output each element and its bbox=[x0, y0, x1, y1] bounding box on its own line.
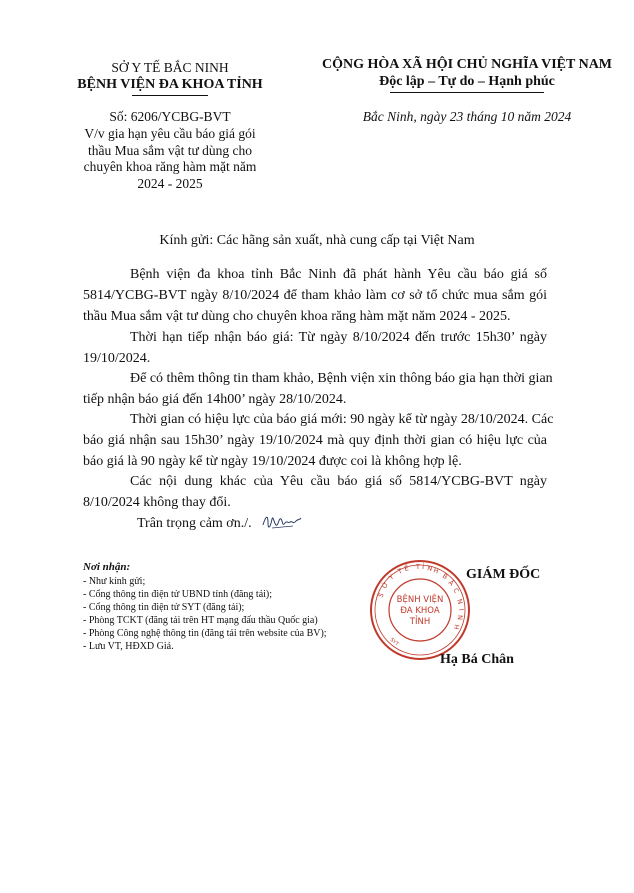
initial-signature bbox=[260, 511, 304, 533]
parent-agency: SỞ Y TẾ BẮC NINH bbox=[111, 60, 229, 75]
hospital-name: BỆNH VIỆN ĐA KHOA TỈNH bbox=[77, 77, 263, 92]
nation-title: CỘNG HÒA XÃ HỘI CHỦ NGHĨA VIỆT NAM bbox=[322, 57, 613, 72]
svg-text:B: B bbox=[440, 571, 449, 582]
recipient-item: - Phòng Công nghệ thông tin (đăng tải trên website của BV); bbox=[83, 628, 327, 639]
svg-text:TỈNH: TỈNH bbox=[409, 617, 431, 627]
svg-text:BỆNH VIỆN: BỆNH VIỆN bbox=[396, 595, 444, 605]
body-line: 8/10/2024 không thay đổi. bbox=[83, 495, 231, 510]
svg-text:I: I bbox=[457, 608, 466, 612]
recipient-item: - Lưu VT, HĐXD Giá. bbox=[83, 641, 174, 652]
recipients-title: Nơi nhận: bbox=[83, 561, 131, 573]
signer-name: Hạ Bá Chân bbox=[440, 652, 514, 667]
recipient-item: - Phòng TCKT (đăng tải trên HT mạng đấu thầu Quốc gia) bbox=[83, 615, 318, 626]
header-underline bbox=[132, 95, 208, 96]
body-line: Thời gian có hiệu lực của báo giá mới: 90 ngày kể từ ngày 28/10/2024. Các bbox=[130, 412, 554, 427]
body-line: báo giá là 90 ngày kể từ ngày 19/10/2024 được coi là không hợp lệ. bbox=[83, 454, 462, 469]
body-line: Bệnh viện đa khoa tỉnh Bắc Ninh đã phát hành Yêu cầu báo giá số bbox=[130, 267, 547, 282]
svg-text:ĐA KHOA: ĐA KHOA bbox=[400, 606, 440, 616]
body-line: thầu Mua sắm vật tư dùng cho chuyên khoa răng hàm mặt năm 2024 - 2025. bbox=[83, 309, 511, 324]
svg-text:N: N bbox=[455, 614, 464, 621]
svg-text:Ắ: Ắ bbox=[446, 578, 456, 588]
issuing-org-block bbox=[70, 60, 270, 96]
recipient-line: Kính gửi: Các hãng sản xuất, nhà cung cấp tại Việt Nam bbox=[159, 233, 475, 248]
svg-text:Ở: Ở bbox=[380, 580, 391, 591]
recipient-item: - Cổng thông tin điện tử UBND tỉnh (đăng tải); bbox=[83, 589, 273, 600]
motto: Độc lập – Tự do – Hạnh phúc bbox=[379, 74, 555, 89]
subject-line: V/v gia hạn yêu cầu báo giá gói bbox=[84, 126, 256, 141]
subject-block bbox=[70, 126, 270, 192]
national-header-block bbox=[322, 56, 612, 93]
svg-text:Ế: Ế bbox=[403, 564, 410, 573]
svg-text:N: N bbox=[426, 564, 433, 573]
svg-text:S: S bbox=[376, 591, 386, 599]
recipient-item: - Như kính gửi; bbox=[83, 576, 146, 587]
closing-line: Trân trọng cảm ơn./. bbox=[137, 516, 252, 531]
body-line: 5814/YCBG-BVT ngày 8/10/2024 để tham khảo làm cơ sở tổ chức mua sắm gói bbox=[83, 288, 547, 303]
subject-line: thầu Mua sắm vật tư dùng cho bbox=[87, 142, 253, 158]
svg-text:N: N bbox=[455, 597, 465, 606]
subject-line: 2024 - 2025 bbox=[137, 175, 203, 191]
svg-text:H: H bbox=[451, 623, 461, 631]
body-line: tiếp nhận báo giá đến 14h00’ ngày 28/10/2024. bbox=[83, 392, 347, 407]
recipient-item: - Cổng thông tin điện tử SYT (đăng tải); bbox=[83, 602, 245, 613]
body-line: Để có thêm thông tin tham khảo, Bệnh viện xin thông báo gia hạn thời gian bbox=[130, 371, 553, 386]
svg-text:H: H bbox=[432, 566, 440, 576]
svg-text:Ỉ: Ỉ bbox=[421, 563, 425, 572]
svg-text:T: T bbox=[396, 566, 404, 576]
place-date: Bắc Ninh, ngày 23 tháng 10 năm 2024 bbox=[362, 109, 572, 124]
body-line: Thời hạn tiếp nhận báo giá: Từ ngày 8/10/2024 đến trước 15h30’ ngày bbox=[130, 330, 547, 345]
svg-text:T: T bbox=[415, 562, 421, 571]
motto-underline bbox=[390, 92, 544, 93]
svg-text:C: C bbox=[451, 586, 461, 595]
body-line: 19/10/2024. bbox=[83, 351, 151, 366]
body-line: báo giá nhận sau 15h30’ ngày 19/10/2024 mà quy định thời gian có hiệu lực của bbox=[83, 433, 547, 448]
official-stamp bbox=[368, 558, 472, 662]
subject-line: chuyên khoa răng hàm mặt năm bbox=[83, 159, 257, 174]
signer-title: GIÁM ĐỐC bbox=[466, 567, 541, 582]
document-number: Số: 6206/YCBG-BVT bbox=[109, 109, 231, 124]
svg-text:Y: Y bbox=[387, 572, 396, 582]
svg-text:SYT: SYT bbox=[388, 636, 400, 648]
body-line: Các nội dung khác của Yêu cầu báo giá số 5814/YCBG-BVT ngày bbox=[130, 474, 547, 489]
